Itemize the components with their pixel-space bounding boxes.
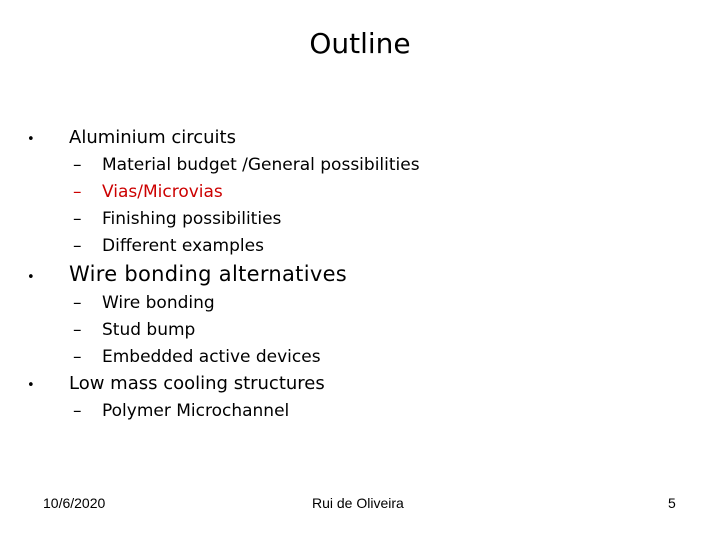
sub-item-label: Finishing possibilities — [102, 209, 282, 229]
sub-item-polymer-microchannel — [73, 399, 289, 423]
bullet-dot: • — [27, 270, 35, 285]
dash-marker: – — [73, 182, 82, 202]
sub-item-wire-bonding — [73, 291, 215, 315]
sub-item-label: Embedded active devices — [102, 347, 321, 367]
bullet-dot: • — [27, 132, 35, 147]
footer-author: Rui de Oliveira — [312, 495, 404, 511]
sub-item-material-budget — [73, 153, 420, 177]
bullet-low-mass-cooling — [27, 372, 325, 398]
bullet-label: Low mass cooling structures — [69, 373, 325, 394]
sub-item-different-examples — [73, 234, 264, 258]
bullet-aluminium-circuits — [27, 126, 236, 152]
bullet-label: Aluminium circuits — [69, 127, 236, 148]
sub-item-vias-microvias — [73, 180, 223, 204]
sub-item-label: Stud bump — [102, 320, 196, 340]
page-number: 5 — [668, 495, 676, 511]
dash-marker: – — [73, 320, 82, 340]
dash-marker: – — [73, 236, 82, 256]
footer-date: 10/6/2020 — [43, 495, 106, 511]
sub-item-label: Vias/Microvias — [102, 182, 223, 202]
bullet-wire-bonding-alternatives — [27, 261, 347, 291]
sub-item-stud-bump — [73, 318, 195, 342]
dash-marker: – — [73, 347, 82, 367]
sub-item-embedded-active-devices — [73, 345, 321, 369]
dash-marker: – — [73, 209, 82, 229]
sub-item-label: Different examples — [102, 236, 264, 256]
bullet-dot: • — [27, 378, 35, 393]
dash-marker: – — [73, 155, 82, 175]
sub-item-label: Polymer Microchannel — [102, 401, 290, 421]
bullet-label: Wire bonding alternatives — [69, 262, 348, 286]
dash-marker: – — [73, 293, 82, 313]
sub-item-label: Material budget /General possibilities — [102, 155, 420, 175]
sub-item-label: Wire bonding — [102, 293, 215, 313]
slide-title: Outline — [309, 27, 411, 60]
sub-item-finishing — [73, 207, 281, 231]
dash-marker: – — [73, 401, 82, 421]
